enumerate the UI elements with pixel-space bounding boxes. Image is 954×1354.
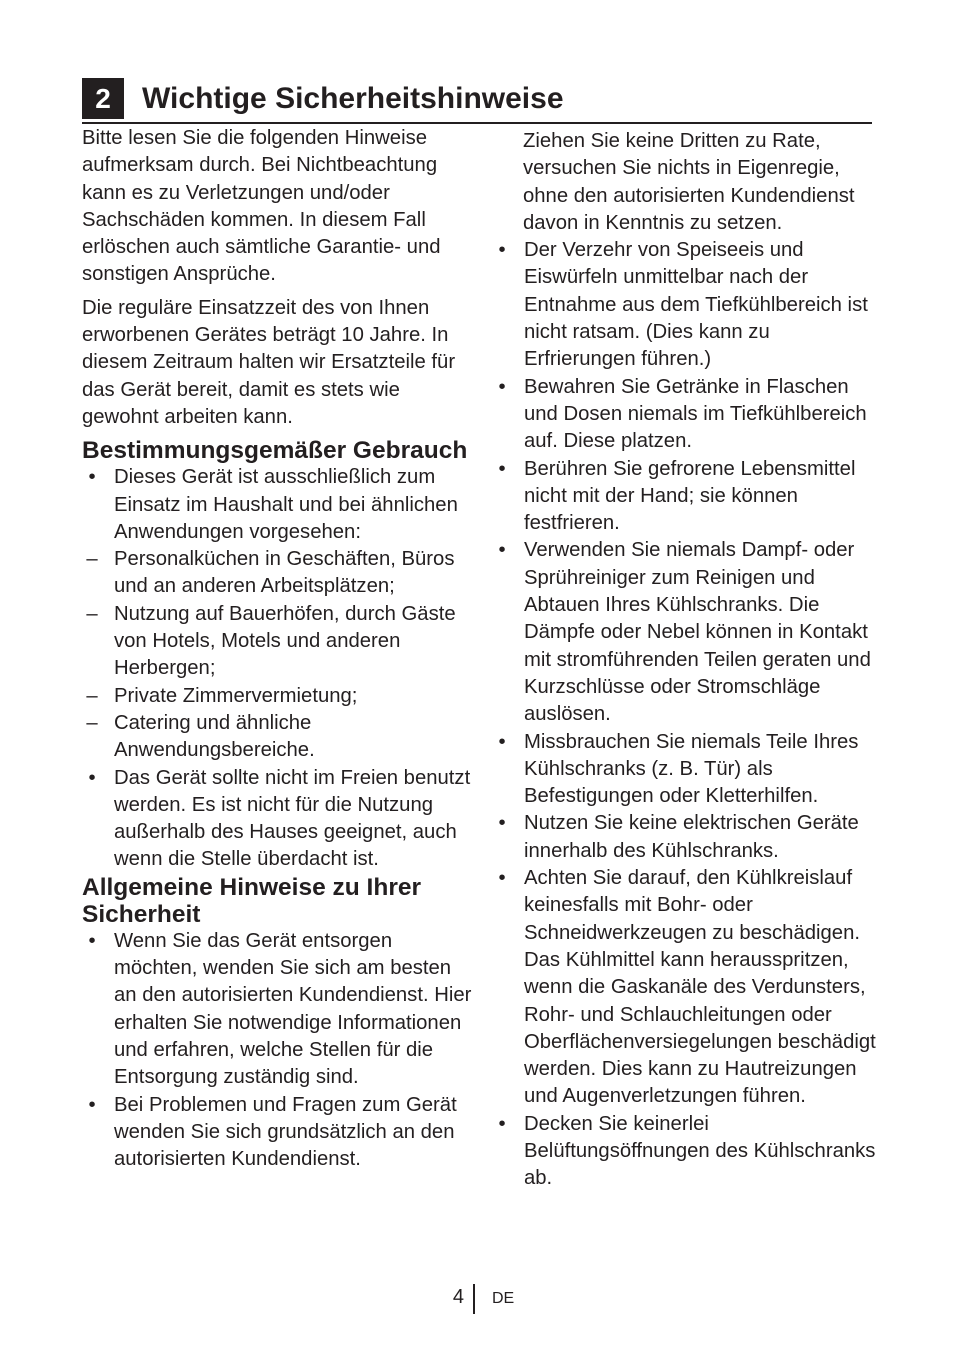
right-column: [492, 125, 882, 1193]
left-column: [82, 125, 472, 1173]
subheading-general-safety: Allgemeine Hinweise zu Ihrer Sicherheit: [82, 873, 422, 928]
list-item: [82, 710, 472, 765]
bullet-marker: •: [88, 1093, 96, 1116]
bullet-marker: •: [88, 929, 96, 952]
section-number: 2: [82, 78, 124, 119]
bullet-marker: •: [498, 457, 506, 480]
list-item: [492, 1111, 882, 1193]
bullet-marker: •: [498, 539, 506, 562]
list-item-text: Verwenden Sie niemals Dampf- oder Sprühreiniger zum Reinigen und Abtauen Ihres Kühlschranks. Die Dämpfe oder Nebel können in Kontakt mit stromführenden Teilen geraten und Kurzschlüsse oder Stromschläge auslösen.: [524, 539, 871, 726]
bullet-marker: •: [88, 766, 96, 789]
bullet-marker: •: [88, 466, 96, 489]
list-item: [492, 810, 882, 865]
list-item-text: Das Gerät sollte nicht im Freien benutzt werden. Es ist nicht für die Nutzung außerhalb des Hauses geeignet, auch wenn die Stelle überdacht ist.: [114, 766, 471, 871]
list-item-text: Wenn Sie das Gerät entsorgen möchten, wenden Sie sich am besten an den autorisierten Kundendienst. Hier erhalten Sie notwendige Informationen und erfahren, welche Stellen für die Entsorgung zuständig sind.: [114, 929, 472, 1089]
section-heading: [82, 78, 872, 124]
list-item: [492, 537, 882, 728]
list-item: [492, 374, 882, 456]
list-item: [492, 865, 882, 1111]
intro-paragraph: Bitte lesen Sie die folgenden Hinweise aufmerksam durch. Bei Nichtbeachtung kann es zu Verletzungen und/oder Sachschäden kommen. In diesem Fall erlöschen auch sämtliche Garantie- und sonstigen Ansprüche.: [82, 127, 441, 286]
list-item: [82, 546, 472, 601]
page-number: 4: [452, 1286, 464, 1308]
list-item-text: Dieses Gerät ist ausschließlich zum Einsatz im Haushalt und bei ähnlichen Anwendungen vorgesehen:: [114, 466, 458, 543]
section-title: Wichtige Sicherheitshinweise: [142, 82, 564, 115]
list-item: [82, 928, 472, 1092]
bullet-marker: •: [498, 812, 506, 835]
list-item: [82, 1092, 472, 1174]
list-item-text: Catering und ähnliche Anwendungsbereiche.: [114, 711, 315, 762]
dash-marker: –: [86, 711, 98, 734]
footer-divider: [473, 1284, 475, 1314]
list-item-text: Der Verzehr von Speiseeis und Eiswürfeln unmittelbar nach der Entnahme aus dem Tiefkühlbereich ist nicht ratsam. (Dies kann zu Erfrierungen führen.): [524, 239, 868, 371]
list-item: [82, 765, 472, 874]
list-item-text: Personalküchen in Geschäften, Büros und an anderen Arbeitsplätzen;: [114, 548, 455, 598]
intended-use-list: [82, 464, 472, 873]
page-footer: [0, 1284, 954, 1314]
subheading-intended-use: Bestimmungsgemäßer Gebrauch: [82, 437, 468, 465]
intro-paragraph: Die reguläre Einsatzzeit des von Ihnen erworbenen Gerätes beträgt 10 Jahre. In diesem Zeitraum halten wir Ersatzteile für das Gerät bereit, damit es stets wie gewohnt arbeiten kann.: [82, 296, 456, 428]
bullet-marker: •: [498, 730, 506, 753]
continued-paragraph: Ziehen Sie keine Dritten zu Rate, versuchen Sie nichts in Eigenregie, ohne den autorisierten Kundendienst davon in Kenntnis zu setzen.: [523, 130, 855, 234]
list-item: [492, 729, 882, 811]
language-code: DE: [492, 1290, 515, 1307]
list-item: [82, 601, 472, 683]
list-item: [492, 456, 882, 538]
list-item-text: Bewahren Sie Getränke in Flaschen und Dosen niemals im Tiefkühlbereich auf. Diese platzen.: [524, 375, 867, 453]
dash-marker: –: [86, 548, 98, 571]
general-safety-list: [82, 928, 472, 1174]
safety-list-continued: [492, 237, 882, 1192]
list-item: [492, 237, 882, 373]
bullet-marker: •: [498, 1112, 506, 1135]
list-item-text: Nutzen Sie keine elektrischen Geräte innerhalb des Kühlschranks.: [524, 812, 859, 862]
list-item: [82, 683, 472, 710]
bullet-marker: •: [498, 239, 506, 262]
bullet-marker: •: [498, 867, 506, 890]
list-item-text: Missbrauchen Sie niemals Teile Ihres Kühlschranks (z. B. Tür) als Befestigungen oder Kletterhilfen.: [524, 730, 859, 808]
dash-marker: –: [86, 684, 98, 707]
list-item-text: Berühren Sie gefrorene Lebensmittel nicht mit der Hand; sie können festfrieren.: [524, 457, 856, 535]
list-item-text: Decken Sie keinerlei Belüftungsöffnungen des Kühlschranks ab.: [524, 1112, 876, 1190]
list-item-text: Bei Problemen und Fragen zum Gerät wenden Sie sich grundsätzlich an den autorisierten Kundendienst.: [114, 1093, 457, 1171]
dash-marker: –: [86, 602, 98, 625]
list-item-text: Private Zimmervermietung;: [114, 684, 358, 707]
bullet-marker: •: [498, 375, 506, 398]
list-item-text: Nutzung auf Bauerhöfen, durch Gäste von Hotels, Motels und anderen Herbergen;: [114, 602, 456, 680]
list-item-text: Achten Sie darauf, den Kühlkreislauf keinesfalls mit Bohr- oder Schneidwerkzeugen zu beschädigen. Das Kühlmittel kann herausspritzen, wenn die Gaskanäle des Verdunsters, Rohr- und Schlauchleitungen oder Oberflächenversiegelungen beschädigt werden. Dies kann zu Hautreizungen und Augenverletzungen führen.: [524, 867, 876, 1108]
list-item: [82, 464, 472, 546]
